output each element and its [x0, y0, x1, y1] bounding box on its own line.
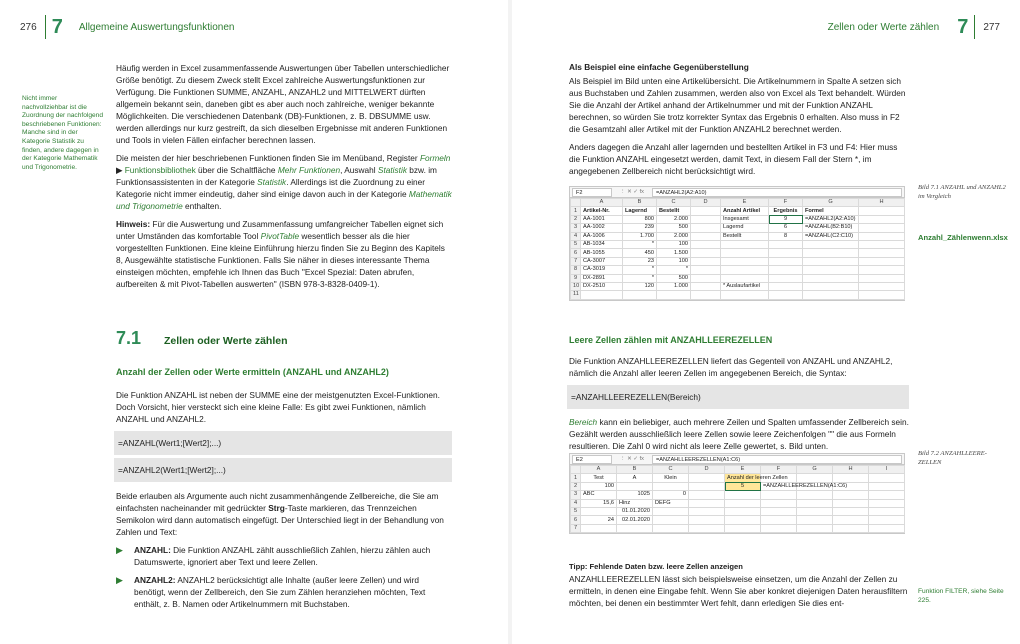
column-header[interactable]: E [725, 466, 761, 474]
cell[interactable] [803, 291, 859, 299]
cell[interactable]: 100 [657, 240, 691, 248]
cell[interactable] [721, 249, 769, 257]
name-box[interactable]: F2 [572, 188, 612, 197]
cell[interactable] [761, 507, 797, 515]
cell[interactable]: AA-1001 [581, 215, 623, 223]
cell[interactable] [691, 291, 721, 299]
cell[interactable]: 450 [623, 249, 657, 257]
cell[interactable]: 8 [769, 232, 803, 240]
cell[interactable] [691, 282, 721, 290]
cell[interactable]: 120 [623, 282, 657, 290]
cell[interactable]: AA-1006 [581, 232, 623, 240]
column-header-row [571, 199, 905, 207]
table-row [571, 215, 905, 223]
cell[interactable]: 23 [623, 257, 657, 265]
cell[interactable]: * [623, 240, 657, 248]
cell[interactable]: Anzahl Artikel [721, 207, 769, 215]
cell[interactable]: * [623, 274, 657, 282]
cell[interactable] [797, 507, 833, 515]
table-row [571, 274, 905, 282]
cell[interactable] [689, 516, 725, 524]
row-header[interactable]: 4 [571, 499, 581, 507]
cell[interactable]: 239 [623, 224, 657, 232]
cell[interactable] [797, 491, 833, 499]
cell[interactable] [869, 524, 905, 532]
cell[interactable] [725, 524, 761, 532]
row-header[interactable]: 3 [571, 224, 581, 232]
bereich-paragraph: Bereich kann ein beliebiger, auch mehrere Zeilen und Spalten umfassender Zellbereich sein. Gezählt werden ausschließlich leere Zellen sowie leere Zeichenfolgen "" die aus Formeln resultieren. Die Zahl 0 wird nicht als leere Zelle gewertet, s. Bild unten. [569, 417, 909, 451]
column-header[interactable]: G [803, 199, 859, 207]
column-header[interactable]: H [833, 466, 869, 474]
cell[interactable] [859, 232, 905, 240]
cell[interactable] [769, 274, 803, 282]
cell[interactable]: 5 [725, 482, 761, 490]
cell[interactable] [653, 507, 689, 515]
tip-heading: Tipp: Fehlende Daten bzw. leere Zellen anzeigen [569, 562, 743, 571]
table-row [571, 291, 905, 299]
cell[interactable]: 1.700 [623, 232, 657, 240]
cell[interactable]: 800 [623, 215, 657, 223]
column-header[interactable]: E [721, 199, 769, 207]
cell[interactable] [869, 516, 905, 524]
cell[interactable]: 6 [769, 224, 803, 232]
cell[interactable] [721, 240, 769, 248]
cell[interactable] [721, 274, 769, 282]
cell[interactable] [581, 524, 617, 532]
bullet-triangle-icon: ▶ [116, 545, 123, 555]
cell[interactable] [691, 215, 721, 223]
chapter-title: Allgemeine Auswertungsfunktionen [78, 21, 235, 33]
name-box[interactable]: E2 [572, 455, 612, 464]
figure-caption: Bild 7.2 ANZAHLLEERE-ZELLEN [918, 450, 987, 466]
row-header[interactable]: 5 [571, 507, 581, 515]
cell[interactable] [859, 291, 905, 299]
cell[interactable] [797, 524, 833, 532]
cell[interactable] [797, 474, 833, 482]
bullet-item: ▶ ANZAHL2: ANZAHL2 berücksichtigt alle Inhalte (außer leere Zellen) und wird benötigt, wenn der Zellbereich, den Sie zum Zählen heranziehen möchten, Text enthält, z. B. Namen oder Artikelnummern mit Buchstaben. [116, 575, 426, 609]
cell[interactable] [653, 482, 689, 490]
column-header[interactable]: F [769, 199, 803, 207]
cell[interactable]: Ergebnis [769, 207, 803, 215]
table-row [571, 266, 905, 274]
table-row [571, 249, 905, 257]
cell[interactable] [617, 524, 653, 532]
cell[interactable] [689, 474, 725, 482]
cell[interactable] [721, 257, 769, 265]
cell[interactable] [803, 240, 859, 248]
cell[interactable] [725, 516, 761, 524]
cell[interactable]: Klein [653, 474, 689, 482]
cell[interactable] [869, 507, 905, 515]
spreadsheet-figure-1 [569, 186, 905, 301]
syntax-anzahl2: =ANZAHL2(Wert1;[Wert2];...) [114, 458, 452, 482]
cell[interactable] [691, 224, 721, 232]
cell[interactable]: Bestellt [657, 207, 691, 215]
hinweis-paragraph: Hinweis: Für die Auswertung und Zusammenfassung umfangreicher Tabellen eignet sich unter Umständen das komfortable Tool PivotTable wesentlich besser als die hier vorgestellten Funktionen. Eine kleine Einführung hierzu finden Sie zu Beginn des Kapitels 8, Ausgewählte statistische Funktionen. Falls Sie näher in dieses interessante Thema einsteigen möchten, empfehle ich Ihnen das Buch "Excel Spezial: Daten abrufen, aufbereiten & mit Pivot-Tabellen auswerten" (ISBN 978-3-8328-0409-1). [116, 219, 445, 289]
cell[interactable]: AA-1002 [581, 224, 623, 232]
cell[interactable] [691, 257, 721, 265]
anzahl-paragraph: Die Funktion ANZAHL ist neben der SUMME eine der meistgenutzten Excel-Funktionen. Doch Vorsicht, hier versteckt sich eine kleine Falle: Es gibt zwei Funktionen, nämlich ANZAHL und ANZAHL2. [116, 390, 440, 424]
example-paragraph: Als Beispiel im Bild unten eine Artikelübersicht. Die Artikelnummern in Spalte A setzen sich aus Buchstaben und Zahlen zusammen, werden also von Excel als Text behandelt. Würden Sie die Anzahl der Artikel anhand der Artikelnummer und mit der Funktion ANZAHL berechnen, so würden Sie trotz korrekter Syntax das Ergebnis 0 erhalten. Also muss in F2 die Gesamtzahl aller Artikel mit der Funktion ANZAHL2 berechnet werden. [569, 76, 906, 134]
cell[interactable] [769, 257, 803, 265]
keyboard-key: Strg [268, 503, 285, 513]
cell[interactable]: * Auslaufartikel [721, 282, 769, 290]
column-header-row [571, 466, 905, 474]
cell[interactable]: CA-3007 [581, 257, 623, 265]
cell[interactable]: 24 [581, 516, 617, 524]
page-number: 276 [20, 21, 37, 33]
cell[interactable]: 02.01.2020 [617, 516, 653, 524]
cell[interactable] [869, 474, 905, 482]
cell[interactable]: =ANZAHL(C2:C10) [803, 232, 859, 240]
formula-input[interactable]: =ANZAHL2(A2:A10) [652, 188, 902, 197]
cell[interactable]: Insgesamt [721, 215, 769, 223]
table-row [571, 516, 905, 524]
cell[interactable] [617, 482, 653, 490]
cell[interactable]: DX-2510 [581, 282, 623, 290]
fx-icon: ⋮ ✕ ✓ fx [620, 189, 644, 195]
cell[interactable] [689, 499, 725, 507]
cell[interactable] [769, 282, 803, 290]
syntax-anzahlleerezellen: =ANZAHLLEEREZELLEN(Bereich) [567, 385, 909, 409]
row-header[interactable]: 6 [571, 249, 581, 257]
intro-paragraph: Häufig werden in Excel zusammenfassende Auswertungen über Tabellen unterschiedlicher Größe benötigt. Zu diesem Zweck stellt Excel zahlreiche Auswertungsfunktionen zur Verfügung. Die Funktionen SUMME, ANZAHL, ANZAHL2 und MITTELWERT dürften allgemein bekannt sein, daneben gibt es aber auch noch zahlreiche, weniger bekannte Möglichkeiten. Die verschiedenen Datenbank (DB)-Funktionen, z. B. DBSUMME usw. werden allerdings nur kurz gestreift, da sich dieselben Ergebnisse mit anderen Funktionen und Tools in vielen Fällen einfacher berechnen lassen. [116, 63, 450, 145]
cell[interactable] [859, 282, 905, 290]
column-header[interactable]: B [617, 466, 653, 474]
row-header[interactable]: 5 [571, 240, 581, 248]
column-header[interactable]: F [761, 466, 797, 474]
cell[interactable] [657, 291, 691, 299]
right-body [569, 75, 909, 183]
formula-input[interactable]: =ANZAHLLEEREZELLEN(A1:C6) [652, 455, 902, 464]
cell[interactable] [833, 474, 869, 482]
cell[interactable]: * [623, 266, 657, 274]
row-header[interactable]: 4 [571, 232, 581, 240]
section-title: Zellen oder Werte zählen [164, 335, 288, 347]
cell[interactable] [761, 516, 797, 524]
cell[interactable]: 0 [653, 491, 689, 499]
cell[interactable] [689, 507, 725, 515]
cell[interactable] [691, 207, 721, 215]
cell[interactable] [769, 266, 803, 274]
cell[interactable]: AB-1055 [581, 249, 623, 257]
cell[interactable] [761, 491, 797, 499]
cell[interactable] [797, 516, 833, 524]
cell[interactable]: 1.000 [657, 282, 691, 290]
cell[interactable]: AB-1034 [581, 240, 623, 248]
cell[interactable] [833, 516, 869, 524]
section-heading [116, 328, 452, 349]
cell[interactable] [691, 240, 721, 248]
fx-icon: ⋮ ✕ ✓ fx [620, 456, 644, 462]
cell[interactable]: Formel [803, 207, 859, 215]
cell[interactable]: 15,6 [581, 499, 617, 507]
margin-note: Funktion FILTER, siehe Seite 225. [918, 588, 1004, 604]
table-row [571, 524, 905, 532]
cell[interactable] [653, 524, 689, 532]
cell[interactable] [761, 499, 797, 507]
cell[interactable] [721, 266, 769, 274]
cell[interactable]: Bestellt [721, 232, 769, 240]
column-header[interactable] [571, 466, 581, 474]
cell[interactable] [691, 232, 721, 240]
column-header[interactable]: C [653, 466, 689, 474]
header-divider [45, 15, 46, 39]
cell[interactable] [833, 491, 869, 499]
cell[interactable] [581, 507, 617, 515]
cell[interactable] [623, 291, 657, 299]
column-header[interactable]: B [623, 199, 657, 207]
cell[interactable]: Test [581, 474, 617, 482]
cell[interactable] [691, 266, 721, 274]
cell[interactable] [689, 524, 725, 532]
right-body-2 [569, 355, 909, 458]
cell[interactable]: DEFG [653, 499, 689, 507]
cell[interactable]: Anzahl der leeren Zellen [725, 474, 761, 482]
cell[interactable]: 9 [769, 215, 803, 223]
section-number: 7.1 [116, 328, 142, 348]
cell[interactable] [689, 491, 725, 499]
cell[interactable] [869, 499, 905, 507]
row-header[interactable]: 1 [571, 207, 581, 215]
cell[interactable] [859, 207, 905, 215]
column-header[interactable] [571, 199, 581, 207]
cell[interactable] [653, 516, 689, 524]
cell[interactable] [769, 240, 803, 248]
cell[interactable] [761, 524, 797, 532]
chapter-title: Zellen oder Werte zählen [827, 21, 940, 33]
spreadsheet-grid [570, 465, 905, 533]
cell[interactable] [869, 491, 905, 499]
cell[interactable] [769, 249, 803, 257]
subsection-heading: Anzahl der Zellen oder Werte ermitteln (ANZAHL und ANZAHL2) [116, 367, 389, 377]
figure-caption: Bild 7.1 ANZAHL und ANZAHL2 im Vergleich [918, 184, 1006, 200]
menu-paragraph: Die meisten der hier beschriebenen Funktionen finden Sie im Menüband, Register Formeln ▶ Funktionsbibliothek über die Schaltfläche Mehr Funktionen, Auswahl Statistik bzw. im Funktionsassistenten in der Kategorie Statistik. Allerdings ist die Zuordnung zu einer Kategorie nicht immer eindeutig, daher sind einige davon auch in der Kategorie Mathematik und Trigonometrie enthalten. [116, 153, 452, 211]
column-header[interactable]: H [859, 199, 905, 207]
column-header[interactable]: A [581, 466, 617, 474]
cell[interactable]: 1025 [617, 491, 653, 499]
row-header[interactable]: 2 [571, 215, 581, 223]
table-row [571, 240, 905, 248]
table-row [571, 482, 905, 490]
cell[interactable] [859, 240, 905, 248]
row-header[interactable]: 3 [571, 491, 581, 499]
cell[interactable] [797, 499, 833, 507]
example-file-name: Anzahl_Zählenwenn.xlsx [918, 233, 1008, 242]
cell[interactable]: 2.000 [657, 232, 691, 240]
table-row [571, 282, 905, 290]
chapter-number: 7 [957, 15, 969, 38]
formula-bar [570, 454, 904, 465]
cell[interactable] [689, 482, 725, 490]
cell[interactable]: ABC [581, 491, 617, 499]
chapter-number: 7 [51, 15, 63, 38]
table-row [571, 257, 905, 265]
cell[interactable]: DX-2891 [581, 274, 623, 282]
tip-text: ANZAHLLEEREZELLEN lässt sich beispielsweise einsetzen, um die Anzahl der Zellen zu ermitteln, in denen eine Eingabe fehlt. Wenn Sie aber konkret diejenigen Daten herausfiltern möchten, bei denen ein bestimmter Wert fehlt, dann erledigen Sie dies ent- [569, 574, 908, 608]
cell[interactable] [803, 282, 859, 290]
cell[interactable] [859, 249, 905, 257]
cell[interactable]: A [617, 474, 653, 482]
left-page-header [20, 14, 490, 40]
cell[interactable] [833, 499, 869, 507]
cell[interactable]: Artikel-Nr. [581, 207, 623, 215]
subsection-heading: Leere Zellen zählen mit ANZAHLLEEREZELLEN [569, 335, 773, 345]
right-page [512, 0, 1020, 644]
row-header[interactable]: 11 [571, 291, 581, 299]
left-page [0, 0, 508, 644]
cell[interactable] [859, 257, 905, 265]
bullet-item: ▶ ANZAHL: Die Funktion ANZAHL zählt ausschließlich Zahlen, hierzu zählen auch Datumswerte, ignoriert aber Text und leere Zellen. [116, 545, 431, 567]
cell[interactable] [691, 274, 721, 282]
row-header[interactable]: 7 [571, 257, 581, 265]
cell[interactable]: 500 [657, 274, 691, 282]
table-row [571, 224, 905, 232]
row-header[interactable]: 1 [571, 474, 581, 482]
table-row [571, 507, 905, 515]
page-number: 277 [983, 21, 1000, 33]
cell[interactable] [725, 491, 761, 499]
column-header[interactable]: C [657, 199, 691, 207]
header-divider [974, 15, 975, 39]
table-row [571, 491, 905, 499]
cell[interactable] [803, 274, 859, 282]
row-header[interactable]: 9 [571, 274, 581, 282]
margin-note: Nicht immer nachvollziehbar ist die Zuordnung der nachfolgend beschriebenen Funktionen: Manche sind in der Kategorie Statistik zu finden, andere dagegen in der Kategorie Mathematik und Trigonometrie. [22, 95, 104, 171]
left-body-2 [116, 389, 452, 616]
leerezellen-paragraph: Die Funktion ANZAHLLEEREZELLEN liefert das Gegenteil von ANZAHL und ANZAHL2, nämlich die Anzahl aller leeren Zellen im angegebenen Bereich, die Syntax: [569, 356, 893, 378]
column-header[interactable]: D [691, 199, 721, 207]
cell[interactable]: 1.500 [657, 249, 691, 257]
cell[interactable]: 2.000 [657, 215, 691, 223]
cell[interactable] [803, 249, 859, 257]
row-header[interactable]: 7 [571, 524, 581, 532]
bullet-triangle-icon: ▶ [116, 575, 123, 585]
cell[interactable]: CA-3019 [581, 266, 623, 274]
cell[interactable] [803, 266, 859, 274]
cell[interactable] [725, 499, 761, 507]
column-header[interactable]: A [581, 199, 623, 207]
cell[interactable] [859, 215, 905, 223]
column-header[interactable]: I [869, 466, 905, 474]
formula-bar [570, 187, 904, 198]
column-header[interactable]: G [797, 466, 833, 474]
cell[interactable] [769, 291, 803, 299]
row-header[interactable]: 6 [571, 516, 581, 524]
row-header[interactable]: 8 [571, 266, 581, 274]
table-row [571, 499, 905, 507]
cell[interactable] [581, 291, 623, 299]
cell[interactable] [721, 291, 769, 299]
cell[interactable] [859, 224, 905, 232]
cell[interactable]: 100 [581, 482, 617, 490]
left-body [116, 62, 452, 296]
cell[interactable]: 100 [657, 257, 691, 265]
cell[interactable]: Hinz [617, 499, 653, 507]
spreadsheet-grid [570, 198, 905, 300]
cell[interactable]: Lagernd [623, 207, 657, 215]
example-paragraph-2: Anders dagegen die Anzahl aller lagernden und bestellten Artikel in F3 und F4: Hier muss die Funktion ANZAHL eingesetzt werden, damit Text, in diesem Fall der Stern *, im angegebenen Zellbereich nicht berücksichtigt wird. [569, 142, 898, 176]
cell[interactable] [691, 249, 721, 257]
cell[interactable]: Lagernd [721, 224, 769, 232]
spreadsheet-figure-2 [569, 453, 905, 534]
args-paragraph: Beide erlauben als Argumente auch nicht zusammenhängende Zellbereiche, die Sie am einfachsten nacheinander mit gedrückter Strg-Taste markieren, das Trennzeichen Semikolon wird dann automatisch eingefügt. Der Unterschied liegt in der Behandlung von Zahlen und Text: [116, 491, 444, 537]
cell[interactable]: =ANZAHLLEEREZELLEN(A1:C6) [761, 482, 797, 490]
cell[interactable]: 01.01.2020 [617, 507, 653, 515]
cell[interactable] [859, 266, 905, 274]
cell[interactable] [803, 257, 859, 265]
cell[interactable] [859, 274, 905, 282]
table-row [571, 474, 905, 482]
row-header[interactable]: 10 [571, 282, 581, 290]
row-header[interactable]: 2 [571, 482, 581, 490]
example-heading: Als Beispiel eine einfache Gegenüberstellung [569, 62, 749, 72]
cell[interactable] [833, 524, 869, 532]
syntax-anzahl: =ANZAHL(Wert1;[Wert2];...) [114, 431, 452, 455]
cell[interactable]: =ANZAHL(B2:B10) [803, 224, 859, 232]
cell[interactable] [869, 482, 905, 490]
cell[interactable]: * [657, 266, 691, 274]
table-row [571, 207, 905, 215]
right-page-header [530, 14, 1000, 40]
cell[interactable] [725, 507, 761, 515]
column-header[interactable]: D [689, 466, 725, 474]
cell[interactable]: 500 [657, 224, 691, 232]
cell[interactable]: =ANZAHL2(A2:A10) [803, 215, 859, 223]
cell[interactable] [833, 507, 869, 515]
table-row [571, 232, 905, 240]
